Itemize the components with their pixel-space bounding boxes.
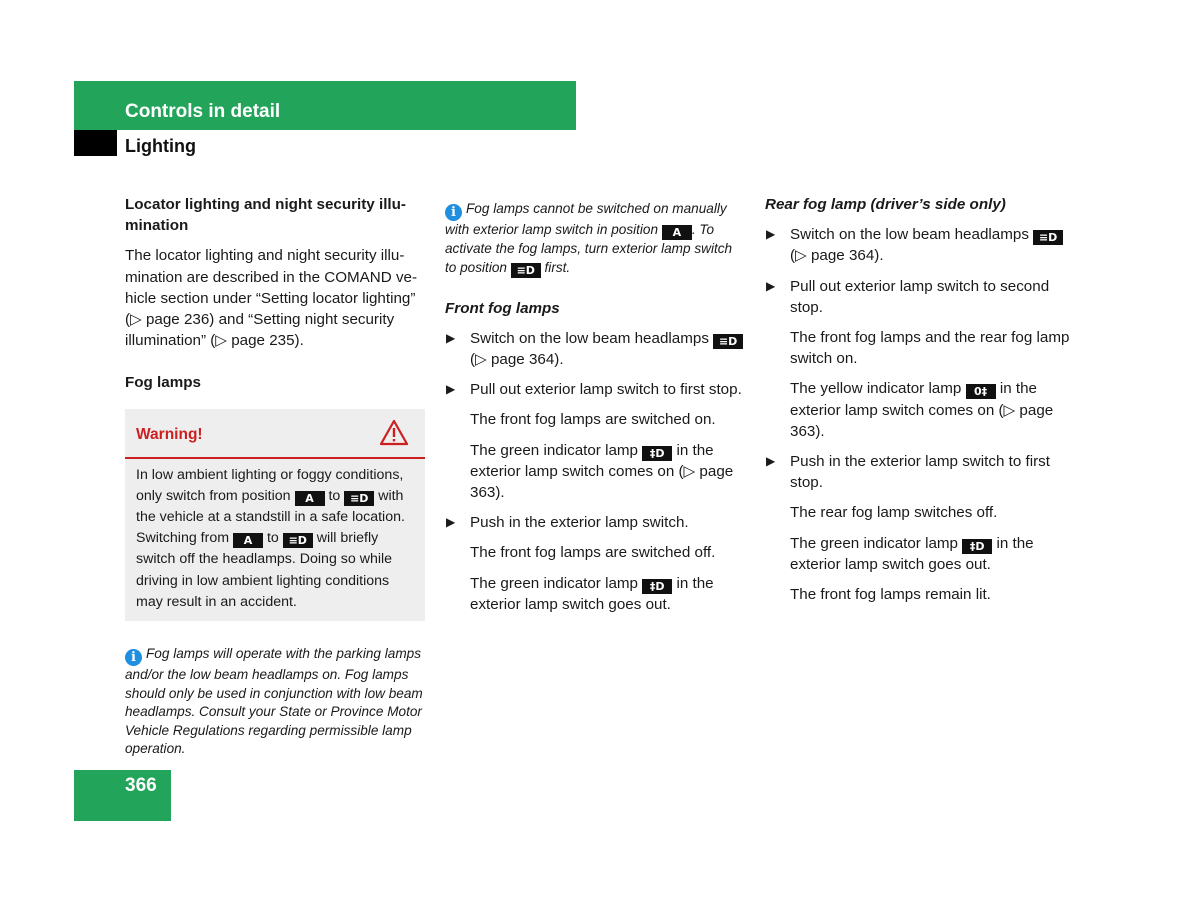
result-text: in the exterior lamp switch goes out. — [470, 574, 714, 613]
auto-position-icon: A — [233, 533, 263, 548]
result-yellow-indicator-on — [765, 378, 1070, 442]
warning-text-part: to — [266, 530, 279, 547]
low-beam-icon: ≡D — [344, 491, 374, 506]
step-switch-low-beam — [445, 328, 745, 370]
bullet-icon: ▶ — [766, 454, 776, 469]
step-switch-low-beam — [765, 224, 1070, 266]
result-text: The yellow indicator lamp — [790, 380, 962, 398]
front-fog-icon: ‡D — [642, 579, 672, 594]
result-text: The green indicator lamp — [790, 534, 958, 552]
page-number: 366 — [125, 775, 157, 796]
result-green-indicator-off — [445, 573, 745, 615]
info-note-fog-lamps — [125, 645, 427, 759]
column-3 — [765, 194, 1070, 614]
heading-locator-lighting: Locator lighting and night security illu-mination — [125, 196, 406, 235]
warning-text-part: with the vehicle at a standstill in a safe location. Switching from — [136, 487, 405, 547]
step-pull-first-stop — [445, 379, 745, 400]
section-marker — [74, 130, 117, 156]
warning-text-part: to — [328, 487, 341, 504]
heading-front-fog-lamps: Front fog lamps — [445, 299, 560, 317]
step-text: (▷ page 364). — [470, 351, 564, 368]
low-beam-icon: ≡D — [713, 334, 743, 349]
info-icon: i — [445, 204, 462, 221]
warning-text-part: will briefly switch off the headlamps. Doing so while driving in low ambient lighting conditions may result in an accident. — [136, 530, 393, 610]
warning-text-part: In low ambient lighting or foggy conditions, only switch from position — [136, 466, 404, 504]
step-text: Push in the exterior lamp switch to first stop. — [790, 453, 1050, 492]
info-text: . To activate the fog lamps, turn exterior lamp switch to position — [445, 222, 733, 275]
warning-box — [125, 409, 425, 621]
result-front-fog-on: The front fog lamps are switched on. — [470, 411, 716, 429]
info-icon: i — [125, 649, 142, 666]
subsection-title: Lighting — [125, 136, 196, 156]
locator-lighting-text: The locator lighting and night security illu-mination are described in the COMAND ve-hicle section under “Setting locator lighting” (▷ page 236) and “Setting night security illumination” (▷ page 235). — [125, 247, 418, 350]
bullet-icon: ▶ — [446, 382, 456, 397]
column-1 — [125, 194, 427, 768]
column-2 — [445, 194, 745, 624]
result-front-fog-off: The front fog lamps are switched off. — [470, 544, 716, 562]
low-beam-icon: ≡D — [511, 263, 541, 278]
step-text: Push in the exterior lamp switch. — [470, 514, 689, 532]
step-text: Switch on the low beam headlamps — [470, 329, 709, 347]
bullet-icon: ▶ — [446, 330, 456, 345]
result-front-and-rear-on: The front fog lamps and the rear fog lamp switch on. — [790, 329, 1070, 368]
warning-header — [125, 409, 425, 459]
warning-text — [125, 459, 425, 621]
result-text: The green indicator lamp — [470, 574, 638, 592]
warning-triangle-icon — [379, 419, 409, 446]
step-text: Pull out exterior lamp switch to second stop. — [790, 277, 1050, 316]
auto-position-icon: A — [662, 225, 692, 240]
result-front-fog-remain: The front fog lamps remain lit. — [790, 586, 991, 604]
heading-rear-fog-lamp: Rear fog lamp (driver’s side only) — [765, 196, 1006, 213]
bullet-icon: ▶ — [766, 278, 776, 293]
step-text: Switch on the low beam headlamps — [790, 226, 1029, 244]
result-rear-fog-off: The rear fog lamp switches off. — [790, 504, 998, 522]
step-push-first-stop — [765, 451, 1070, 493]
step-pull-second-stop — [765, 276, 1070, 318]
result-green-indicator-off — [765, 533, 1070, 575]
front-fog-icon: ‡D — [642, 446, 672, 461]
info-text: first. — [544, 259, 571, 275]
low-beam-icon: ≡D — [283, 533, 313, 548]
auto-position-icon: A — [295, 491, 325, 506]
step-text: Pull out exterior lamp switch to first stop. — [470, 381, 742, 399]
section-title: Controls in detail — [125, 101, 281, 122]
info-note-fog-activation — [445, 200, 745, 278]
result-text: The green indicator lamp — [470, 441, 638, 459]
info-text: Fog lamps cannot be switched on manually with exterior lamp switch in position — [445, 201, 727, 237]
result-text: in the exterior lamp switch goes out. — [790, 534, 1034, 573]
front-fog-icon: ‡D — [962, 539, 992, 554]
step-text: (▷ page 364). — [790, 247, 884, 265]
result-text: in the exterior lamp switch comes on (▷ page 363). — [790, 380, 1054, 440]
info-text: Fog lamps will operate with the parking lamps and/or the low beam headlamps on. Fog lamps should only be used in conjunction with low beam headlamps. Consult your State or Province Motor Vehicle Regulations regarding permissible lamp operation. — [125, 646, 423, 757]
bullet-icon: ▶ — [766, 227, 776, 242]
low-beam-icon: ≡D — [1033, 230, 1063, 245]
result-green-indicator-on — [445, 440, 745, 504]
heading-fog-lamps: Fog lamps — [125, 374, 201, 392]
warning-label: Warning! — [136, 425, 203, 443]
step-push-in — [445, 512, 745, 533]
result-text: in the exterior lamp switch comes on (▷ page 363). — [470, 441, 734, 502]
rear-fog-icon: 0‡ — [966, 384, 996, 399]
bullet-icon: ▶ — [446, 515, 456, 530]
